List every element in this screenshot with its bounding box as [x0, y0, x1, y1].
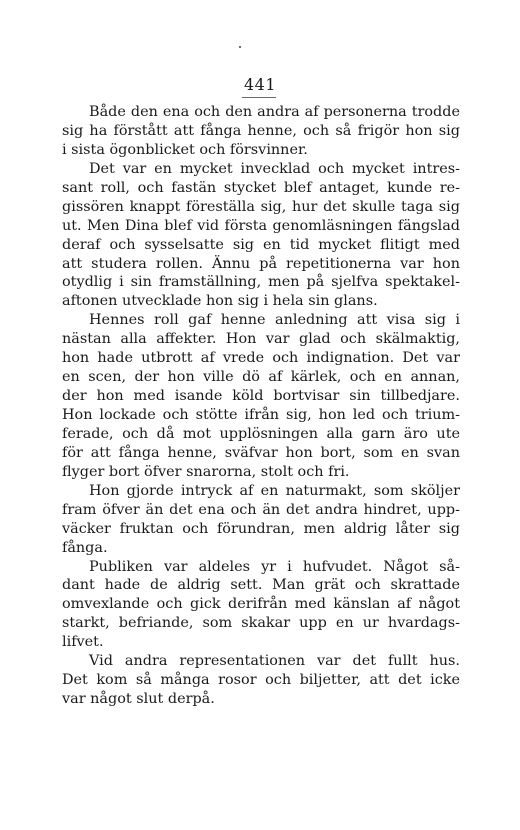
paragraph: [62, 558, 460, 653]
text-line: Det kom så många rosor och biljetter, att det icke: [62, 672, 460, 689]
paragraph: [62, 311, 460, 481]
text-line: var något slut derpå.: [62, 691, 215, 708]
paragraph: [62, 482, 460, 558]
text-line: sig ha förstått att fånga henne, och så frigör hon sig: [62, 122, 460, 139]
text-line: starkt, befriande, som skakar upp en ur hvardags-: [62, 615, 460, 632]
text-line: Hon lockade och stötte ifrån sig, hon led och trium-: [62, 407, 460, 423]
page-number-underline: [242, 97, 276, 98]
text-line: Både den ena och den andra af personerna trodde: [89, 104, 460, 120]
text-line: flyger bort öfver snarorna, stolt och fri.: [62, 463, 350, 480]
text-line: för att fånga henne, sväfvar hon bort, som en svan: [62, 444, 460, 461]
text-line: att studera rollen. Ännu på repetitionerna var hon: [62, 255, 460, 272]
text-line: hon hade utbrott af vrede och indignation. Det var: [62, 350, 460, 367]
paragraph: [62, 103, 460, 160]
text-line: Hennes roll gaf henne anledning att visa sig i: [89, 312, 460, 329]
body-text: [62, 103, 460, 709]
text-line: nästan alla affekter. Hon var glad och skälmaktig,: [62, 331, 460, 348]
text-line: Hon gjorde intryck af en naturmakt, som sköljer: [89, 482, 460, 499]
page-number: 441: [243, 75, 277, 94]
text-line: i sista ögonblicket och försvinner.: [62, 141, 308, 158]
text-line: gissören knappt föreställa sig, hur det skulle taga sig: [62, 198, 460, 215]
text-line: sant roll, och fastän stycket blef antaget, kunde re-: [62, 179, 460, 196]
text-line: ut. Men Dina blef vid första genomläsningen fängslad: [62, 217, 460, 234]
text-line: lifvet.: [62, 634, 104, 651]
text-line: en scen, der hon ville dö af kärlek, och en annan,: [62, 369, 460, 386]
text-line: Publiken var aldeles yr i hufvudet. Något så-: [89, 558, 460, 575]
text-line: väcker fruktan och förundran, men aldrig låter sig: [62, 520, 460, 537]
text-line: fram öfver än det ena och än det andra hindret, upp-: [62, 501, 460, 518]
print-speck: [239, 46, 241, 48]
text-line: deraf och sysselsatte sig en tid mycket flitigt med: [62, 236, 460, 253]
text-line: omvexlande och gick derifrån med känslan af något: [62, 596, 460, 613]
paragraph: [62, 652, 460, 709]
text-line: Vid andra representationen var det fullt hus.: [89, 653, 460, 670]
text-line: aftonen utvecklade hon sig i hela sin glans.: [62, 293, 378, 310]
paragraph: [62, 160, 460, 312]
text-line: der hon med isande köld bortvisar sin tillbedjare.: [62, 388, 460, 405]
text-line: dant hade de aldrig sett. Man grät och skrattade: [62, 577, 460, 594]
text-line: Det var en mycket invecklad och mycket intres-: [89, 160, 460, 177]
text-line: otydlig i sin framställning, men på sjelfva spektakel-: [62, 274, 460, 291]
text-line: ferade, och då mot upplösningen alla garn äro ute: [62, 425, 460, 442]
text-line: fånga.: [62, 539, 108, 556]
